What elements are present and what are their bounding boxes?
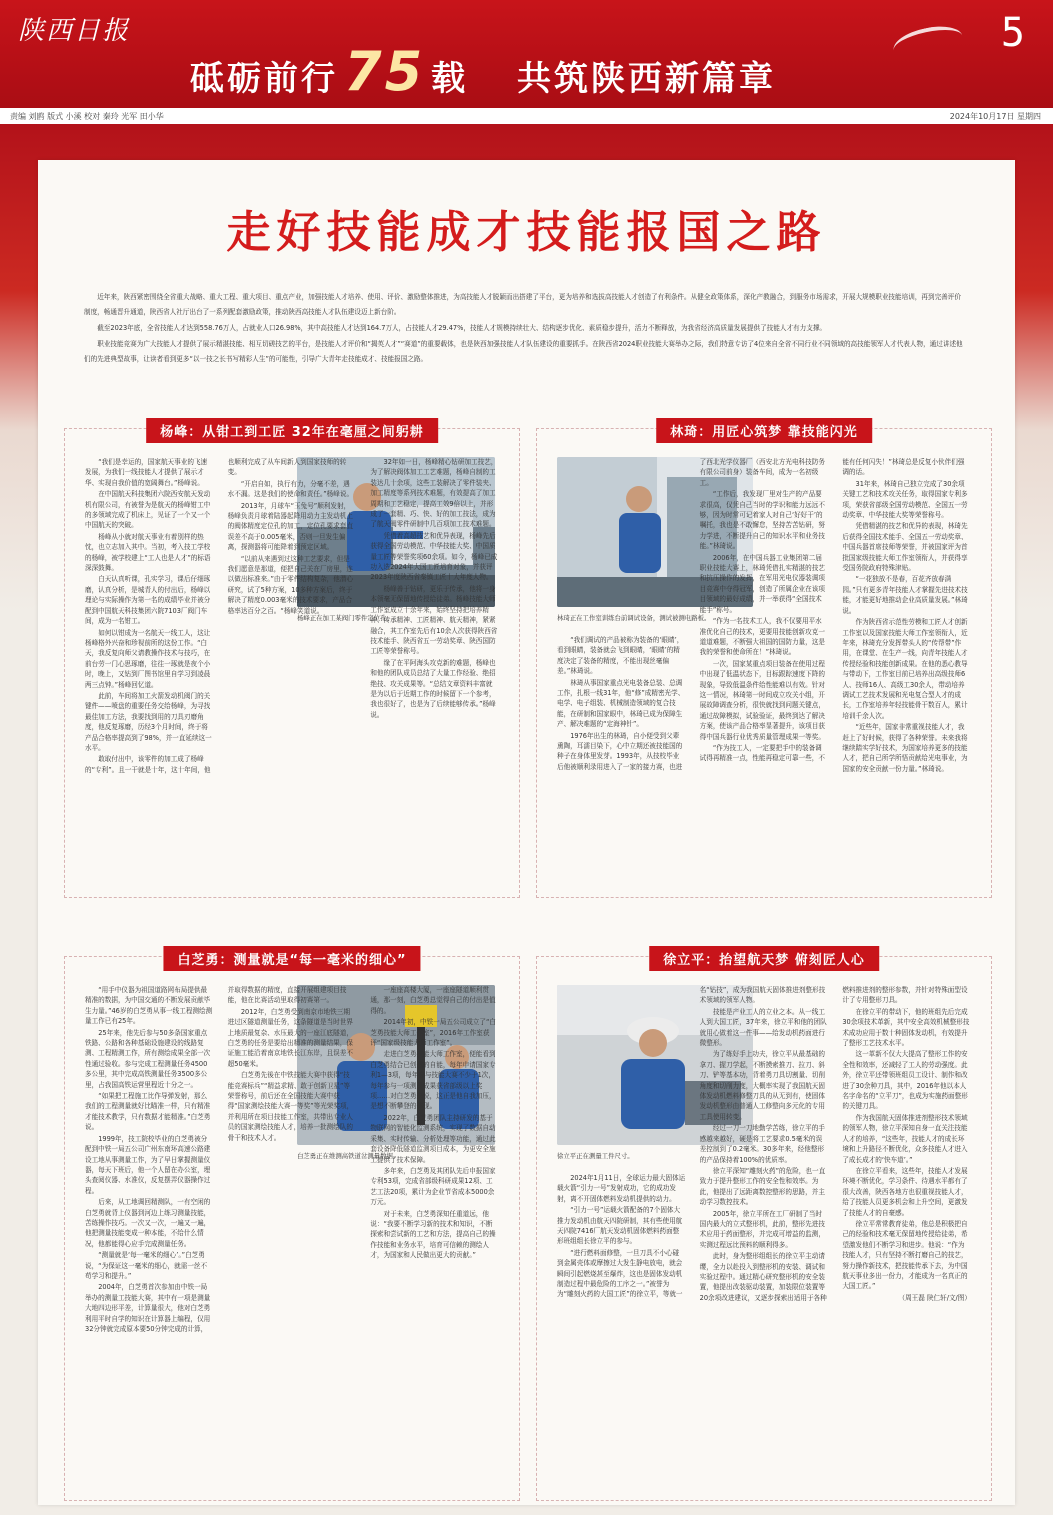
story-paragraph: 如何以钳成为一名航天一线工人，这让杨峰格外兴奋和珍视前所的这份工作。“白天，我反复向师父请教操作技术与技巧，在前台劳一门心思琢磨，往往一琢就是夜个小时，晚上，又钻到厂图书馆里自学习到凌晨两三点钟。”杨峰回忆道。 (85, 628, 211, 689)
masthead-banner (0, 0, 1053, 112)
page-headline: 走好技能成才技能报国之路 (226, 207, 827, 258)
story-paragraph: 25年来，他先后参与50多条国家重点铁路、公路和各种基础设施建设的线路复测、工程精测工作，所有测绘成果全部一次性通过验收。参与完成工程测量任务4500多公里，其中完成高铁测量任务3500多公里，占我国高铁运营里程近十分之一。 (85, 1028, 211, 1089)
story-title: 徐立平：抬望航天梦 俯刻匠人心 (649, 946, 879, 971)
story-body (85, 985, 499, 1490)
story-paragraph: 31年来，林琦自己独立完成了30余项关键工艺和技术攻关任务，取得国家专利多项，荣获省部级全国劳动模范、全国五一劳动奖章、中华技能大奖等荣誉称号。 (842, 479, 968, 520)
slogan-left: 砥砺前行 (190, 59, 338, 99)
story-paragraph: 2012年，白芝勇受到南京市地铁三期进过区隧道测量任务，这条隧道是当时世界上地质最复杂、水压最大的一座江底隧道，白芝勇的任务是要给出精准的测量结果，保证施工能沿着南京地铁长江东岸，且误差不超50毫米。 (227, 1007, 353, 1068)
story-paragraph: 2006年，在中国兵器工业集团第二届职业技能大赛上，林琦凭借扎实精湛的技艺和抗压操作的发挥，在军用光电仪器装调项目竞赛中夺得冠军，创造了所属企业在该项目领域的最好成绩，并一举获得“全国技术能手”称号。 (699, 553, 825, 614)
story-paragraph: 缘了在平阿海头攻克新的难题，杨峰也和他的团队成员总结了大量工作经验、绝招绝技、攻关成果等。“总结文章资料丰富就是为以后于近期工作的时候留下一个参考，我也很好了，也是为了后续能够传承。”杨峰说。 (370, 658, 496, 719)
story-paragraph: 32年如一日，杨峰精心钻研加工技艺，为了解决阀体加工工艺难题，杨峰自制的工装达几十余项，这些工装解决了零件装夹、加工精度等系列技术难题，有效提高了加工周期和工艺稳定，提高工效9倍以上，并形成了一套精、巧、快、好的加工技法，成为了航天阀零件研制中几百项加工技术难题。 (370, 458, 498, 529)
story-title: 林琦：用匠心筑梦 靠技能闪光 (656, 418, 872, 443)
photo-caption: 白芝勇正在维测高铁道岔测量数据。 (297, 1152, 400, 1160)
slogan-right: 共筑陕西新篇章 (517, 59, 776, 99)
story-paragraph: 技能是产业工人的立业之本。从一线工人到大国工匠，37年来，徐立平和他的团队就用心做着这一件事——给发动机药面进行微整形。 (699, 1007, 827, 1048)
story-paragraph: “近些年，国家非常重视技能人才，我赶上了好时候，获得了各种荣誉。未来我将继续踏实学好技术，为国家培养更多的技能人才，把自己所学所悟贡献给光电事业，为国家的安全贡献一份力量。”林琦说。 (842, 723, 968, 773)
story-body (85, 457, 499, 887)
photo-caption: 林琦正在工作室训练台前调试设备，测试被测电路板。 (557, 614, 711, 622)
intro-paragraph: 截至2023年底，全省技能人才达到558.76万人，占就业人口26.98%，其中高技能人才达到164.7万人，占技能人才29.47%，技能人才规模持续壮大、结构逐步优化、素质稳步提升，活力不断释放，为我省经济高质量发展提供了技能人才有力支撑。 (97, 324, 827, 332)
story-paragraph: “开启自如，执行有力，分毫不差，遇水不漏。这是我们的使命和责任。”杨峰说。 (227, 479, 354, 499)
story-paragraph: 凭借精湛的技艺和优异的表现，林琦先后获得全国技术能手、全国五一劳动奖章、中国兵器首席技师等荣誉，并被国家评为首批国家级技能大师工作室领衔人，并获得享受国务院政府特殊津贴。 (842, 522, 968, 573)
story-title: 杨峰：从钳工到工匠 32年在毫厘之间躬耕 (146, 418, 438, 443)
story-paragraph: 白天认真听课，孔实学习，课后仔细琢磨，认真分析，是城青人的付出后，杨峰以理论与实际操作为第一名的成绩毕业并被分配到中国航天科技集团六院7103厂阀门车间，成为一名钳工。 (85, 575, 211, 626)
story-paragraph: “一花独放不是春，百花齐放春满园。”只有更多青年技能人才掌握先进技术技能，才能更好地推动企业高质量发展。”林琦说。 (842, 575, 968, 615)
story-paragraph: 2014年初，中铁一局五公司成立了“白芝勇技能大师工作室”，2016年工作室获评“国家级技能大师工作室”。 (370, 1018, 497, 1048)
intro-section (84, 290, 964, 368)
story-paragraph: “我们调试的产品被称为装备的‘眼睛’，看到眼睛，装备就会飞到眼睛，‘眼睛’的精度决定了装备的精度，不能出现丝毫偏差。”林琦说。 (557, 636, 684, 676)
story-paragraph: 在中国航天科技集团六院西安航天发动机有限公司，有被誉为是航天的杨峰钳工中的多领域完成了机床上，见证了一个又一个中国航天的突破。 (85, 490, 211, 530)
anniversary-slogan (190, 40, 776, 103)
story-paragraph: 一座座高楼大厦，一座座隧道顺利贯通，那一刻，白芝勇总觉得自己的付出是值得的。 (370, 986, 496, 1015)
story-paragraph: 杨峰善于钻研，更乐于传承，他将一身本领毫无保留地传授给徒弟。杨峰技能大师工作室成立十余年来，始终坚持把培养精神、传承精神、工匠精神、航天精神，紧紧融合，其工作室先后有10余人次获得陕西省技术能手、陕西省五一劳动奖章、陕西国防工匠等荣誉称号。 (370, 584, 498, 656)
story-paragraph: 1999年，技工院校毕业的白芝勇被分配到中铁一局五公司广州东南环高速公路建设工地从事测量工作，为了早日掌握测量仪器，每天下班后，他一个人留在办公室，埋头查阅仪器、水准仪，反复摆弄仪器操作过程。 (85, 1134, 211, 1195)
intro-paragraph: 近年来，陕西紧密围绕全省重大战略、重大工程、重大项目、重点产业，加强技能人才培养、使用、评价、激励整体推进，为高技能人才脱颖而出搭建了平台，更为培养和选拔高技能人才创造了有利条件。从健全政策体系，深化产教融合，到服务市场需求，开展大规模职业技能培训，再到完善评价制度，畅通晋升通道，陕西省人社厅出台了一系列配套激励政策，推动陕西高技能人才队伍建设迈上新台阶。 (84, 293, 961, 316)
story-paragraph: “工作后，我发现厂里对生产的产品要求很高，仅凭自己当时的学识和能力远远不够，因为时常可记着家人对自己‘好好干’的嘱托，我也是不敢懈怠，坚持苦苦钻研，努力学进，不断提升自己的知识水平和业务技能。”林琦说。 (699, 490, 825, 551)
story-paragraph: 2005年，徐立平所在工厂研制了当时国内最大的立式整形机，此前，整形先进技术应用于药面整形，并完成可增益的监测，实测过程远比预料的顺利得多。 (699, 1209, 825, 1249)
story-paragraph: 作为我国航天固体推进剂整形技术领域的领军人物，徐立平深知自身一直关注技能人才的培养，“这些年，技能人才的成长环境和上升路径不断优化，众多技能人才进入了成长成才的‘快车道’。” (842, 1113, 968, 1164)
edition-info-bar (0, 108, 1053, 124)
editor-credits: 责编 刘鸥 版式 小溪 校对 秦玲 光军 田小华 (10, 112, 164, 121)
story-body (557, 457, 971, 887)
story-byline: （周王磊 陕仁轩/文/图） (898, 1293, 971, 1302)
issue-date: 2024年10月17日 星期四 (949, 112, 1041, 121)
story-paragraph: 一次，国家某重点项目装备在使用过程中出现了低温状态下，目标跟踪速度下降的现象，导致低温条件给性能难以有效。针对这一情况，林琦第一时间成立攻关小组，开展故障调查分析，很快就找到问题关键点，通过故障模拟，试验验证，最终到达了解决方案，使该产品合格率显著提升，该项目获得中国兵器行业优秀质量管理成果一等奖。 (699, 659, 825, 741)
story-yang-feng (64, 425, 520, 898)
photo-caption: 杨峰正在加工某阀门零件定位孔。 (297, 614, 393, 622)
newspaper-logo: 陕西日报 (18, 16, 131, 46)
story-paragraph: 白芝勇先後在中铁技能大赛中获得“技能竞赛标兵”“精益求精、敢于创新卫星”等荣誉称号，前后还在全国技能大赛中获得“国家测绘技能大赛一等奖”等光荣奖项，并利用所在项目技能工作室，共带出专业人员的国家测绘技能人才，培养一批测绘队的骨干和技术人才。 (227, 1071, 354, 1142)
story-paragraph: 经过一刀一刀地勤学苦练，徐立平的手感越来越好，硬是将工艺要求0.5毫米的误差控制到了0.2毫米。30多年来，经他整形的产品保持着100%的优质率。 (699, 1124, 825, 1164)
dove-icon (891, 21, 966, 65)
story-paragraph: 这一革新不仅大大提高了整形工作的安全性和效率，还减轻了工人的劳动强度。此外，徐立平还带领班组员工设计、制作和改进了30余种刀具，其中，2016年他以本人名字命名的“立平刀”，也成为实施药面整形的关键刀具。 (842, 1050, 968, 1111)
story-paragraph: 凭借着高超技艺和优异表现，杨峰先后获得全国劳动模范、中华技能大奖、中国质量工匠等荣誉奖项60余项。如今，杨峰已成功入选2024年大国工匠培育对象，并获评2023年度陕西省秦镇工匠十大年度人物。 (370, 531, 498, 582)
story-paragraph: 林琦从事国家重点光电装备总装、总调工作，扎根一线31年，他“修”成精密光学、电学、电子组装、机械制造领域的复合技能，在研制和国家眼中，林琦已成为保障生产、解决难题的“定海神针”。 (557, 678, 685, 729)
story-paragraph: 2013年，月球车“玉兔号”顺利发射，杨峰负责月球着陆器起降用动力主发动机上的阀体精度定位孔的加工，定位孔要求套直误差不高于0.005毫米，否则一旦发生偏离，探测器将可能降着到预定区域。 (227, 501, 353, 552)
story-paragraph: 为了练好手上功夫，徐立平从最基础的拿刀、握刀学起，不断摸索推刀、拉刀、斜刀、铲等基本功，背着勇刀具切割量、切削角度和切削力度，大概率实现了我国航天固体发动机燃料修整刀具的从无到有，使固体发动机整形由普通人工修整向多元化的专用工具使用转变。 (699, 1050, 825, 1121)
story-xu-liping (536, 953, 992, 1501)
story-bai-zhiyong (64, 953, 520, 1501)
story-lin-qi (536, 425, 992, 898)
page-number: 5 (1000, 10, 1025, 56)
story-paragraph: 在徐立平的带动下，他的班组先后完成30余项技术革新，其中安全高效机械整形技术成功应用于数十种固体发动机，有效提升了整形工艺技术水平。 (842, 1007, 970, 1048)
story-paragraph: 敢取付出中，该零件的加工成了杨峰的“专利”。且一干就是十年，这十年间，他也顺利完成了从车间新人到国家技师的转变。 (85, 458, 347, 774)
story-paragraph: “作为技工人，一定要把手中的装备调试得再精准一点，性能再稳定可靠一些，不能有任何闪失！”林琦总是反复小伙伴们强调的话。 (699, 458, 965, 763)
story-paragraph: 此时，身为整形组组长的徐立平主动请缨，全力以赴投入到整形机的安装、调试和实验过程中。通过精心研究整形机的安全装置，他提出改装驱动装置，加装限位装置等20余项改进建议，又逐步探索出适用于各种燃料推进剂的整形参数，并针对特殊面型设计了专用整形刀具。 (699, 986, 968, 1302)
story-paragraph: 1976年出生的林琦，自小便受到父辈熏陶，耳濡目染下，心中立期还被技能国的种子在身体里发芽。1993年，从技校毕业后他被顺利录用进入了一家的接力赛，也进了西北光学仪器厂（西安北方光电科技防务有限公司前身）装备车间，成为一名初级工。 (557, 458, 825, 771)
story-paragraph: 此前，车间将加工火箭发动机阀门的关键件——喷盘的重要任务交给杨峰，为寻找最佳加工方法，我要找到用的刀具刃磨角度，他反复琢磨，历经3个月时间，终于将产品合格率提高到了98%，并一直延续这一水平。 (85, 691, 212, 752)
story-paragraph: 2022年，白芝勇团队主持研发的基于物联网的智能化监测系统，实现了数据自动采集、实时传输、分析处理等功能，通过此套设备降低隧道监测项目成本，为更安全施工提供了技术保障。 (370, 1113, 496, 1164)
intro-paragraph: 职业技能竞赛为广大技能人才提供了展示精湛技能、相互切磋技艺的平台，是技能人才评价和“揭英人才”“赛道”的重要载体，也是陕西加强技能人才队伍建设的重要抓手。在陕西省2024职业技能大赛举办之际，我们特意专访了4位来自全省不同行业不同领域的高技能领军人才代表人物，通过讲述他们的先进典型故事，让读者看到更多“以一技之长书写精彩人生”的可能性，引导广大青年走技能成才、技能报国之路。 (84, 340, 963, 363)
story-paragraph: 多年来，白芝勇及其团队先后申报国家专利53项，完成省部级科研成果12项、工艺工法20项，累计为企业节省成本5000余万元。 (370, 1166, 496, 1207)
story-paragraph: 2004年，白芝勇首次参加由中铁一局举办的测量工技能大赛，其中有一项是测量大地四边形平差，计算量很大，他对白芝勇利用平时自学的知识在计算器上编程，仅用32分钟就完成原本要50分钟完成的计算，并取得数据的精度，直接开展组建项目技能，他在比赛活动里取得初赛第一。 (85, 986, 347, 1333)
story-title: 白芝勇：测量就是“每一毫米的细心” (163, 946, 420, 971)
story-paragraph: 杨峰从小就对航天事业有着别样的热忱，也立志加入其中。当初，考入技工学校的杨峰，被学校建上“工人也是人才”的标语深深鼓舞。 (85, 532, 211, 573)
story-paragraph: 2024年1月11日，全球运力最大固体运载火箭“引力一号”发射成功，它的成功发射，离不开固体燃料发动机提供的动力。 (557, 1174, 686, 1203)
story-paragraph: 徐立平常常教育徒弟，他总是积极把自己的经验和技术毫无保留地传授给徒弟，希望激发他们不断学习和进步。他说：“作为技能人才，只有坚持不断打磨自己的技艺，努力操作新技术，把技能传承下去，为中国航天事业多出一份力，才能成为一名真正的大国工匠。” (842, 1219, 968, 1291)
photo-caption: 徐立平正在测量工件尺寸。 (557, 1152, 634, 1160)
story-paragraph: 走进白芝勇技能大师工作室，便能看到白芝勇结合已创造的自能，每年申请国家专利1—3项，每年参与技能大赛不少于1次，每年参与一项测量成果获省部级以上奖项……对白芝勇来说，这正是他自我加压，是想不断攀登的体现。 (370, 1050, 496, 1111)
story-paragraph: 作为陕西省示范性劳模和工匠人才创新工作室以及国家技能大师工作室领衔人，近年来，林琦充分发挥带头人的“传帮带”作用，在课堂、在生产一线，向青年技能人才传授经验和技能创新成果。在他的悉心教导与带动下，工作室目前已培养出高级技师6人、技师16人、高级工30余人，带动培养调试工艺技术发展和光电复合型人才的成长，工作室培养年轻技能骨干数百人，累计培训千余人次。 (842, 618, 968, 720)
story-paragraph: “作为一名技术工人，我不仅要用平水准优化自己的技术，更要用技能创新攻克一道道难题，不断强大祖国的国防力量，这是我的荣誉和使命所在！”林琦说。 (699, 617, 825, 657)
story-paragraph: “进行燃料面修整，一旦刀具不小心碰到金属壳体或摩擦过大发生静电放电，就会瞬间引起燃烧甚至爆炸，这也是固体发动机制造过程中最危险的工序之一。”被誉为为“雕刻火药的大国工匠”的徐立平，等就一名“钻技”，成为我国航天固体推进剂整形技术领域的领军人物。 (557, 986, 826, 1299)
story-paragraph: 后来，从工地调回精测队，一有空闲的白芝勇就背上仪器到河边上练习测量技能，苦练操作技巧。一次又一次，一遍又一遍，他把测量技能变成一种本能，不给什么情况，他都能得心应手完成测量任务。 (85, 1198, 211, 1248)
story-paragraph: “测量就是‘每一毫米的细心’。”白芝勇说，“为保证这一毫米的细心，就需一丝不苟学习和提升。” (85, 1251, 208, 1280)
story-paragraph: 徐立平深知“雕刻火药”的危险，也一直致力于提升整形工作的安全性和效率。为此，他提出了远距离数控整形的思路，并主动学习数控技术。 (699, 1166, 826, 1207)
story-paragraph: 对于未来，白芝勇深知任重道远，他说：“我要不断学习新的技术和知识，不断探索和尝试新的工艺和方法，提高自己的操作技能和业务水平，培育可信赖的测绘人才，为国家和人民做出更大的贡献。” (370, 1209, 496, 1260)
story-paragraph: “如果把工程施工比作导弹发射，那么我们的工程测量就好比瞄准一样，只有精准才能技术教学，只有数据才能精准。”白芝勇说。 (85, 1092, 211, 1132)
story-paragraph: “以前从来遇到过这种工艺要求，但是我们愿意是那道，便把自己关在厂房里，连以做出标准来。”由于零件结构复杂，他潜心研究，试了5种方案，10多种方案后，终于解决了精度0.003毫米的技术要求，产品合格率达百分之百。“杨峰笑道说。 (227, 554, 354, 615)
story-body (557, 985, 971, 1490)
story-paragraph: “用手中仪器为祖国道路网布局提供最精准的数据，为中国交通的不断发展贡献毕生力量。”46岁的白芝勇从事一线工程测绘测量工作已有25年。 (85, 986, 213, 1026)
slogan-unit: 载 (431, 59, 469, 99)
story-paragraph: “引力一号”运载火箭配备的7个固体大推力发动机由航天四院研制，其有些使用航天四院7416厂航天发动机固体燃料药面整形班组组长徐立平的参与。 (557, 1206, 683, 1246)
story-paragraph: “我们是幸运的，国家航天事业的飞速发展，为我们一线技能人才提供了展示才华、实现自我价值的宽阔舞台。”杨峰说。 (85, 458, 208, 487)
story-paragraph: 在徐立平看来，这些年，技能人才发展环境不断优化，学习条件、待遇水平都有了很大改善，陕西各地方也很重视技能人才，给了技能人员更多机会和上升空间，更激发了技能人才的自豪感。 (842, 1166, 968, 1217)
slogan-number: 75 (344, 40, 426, 103)
